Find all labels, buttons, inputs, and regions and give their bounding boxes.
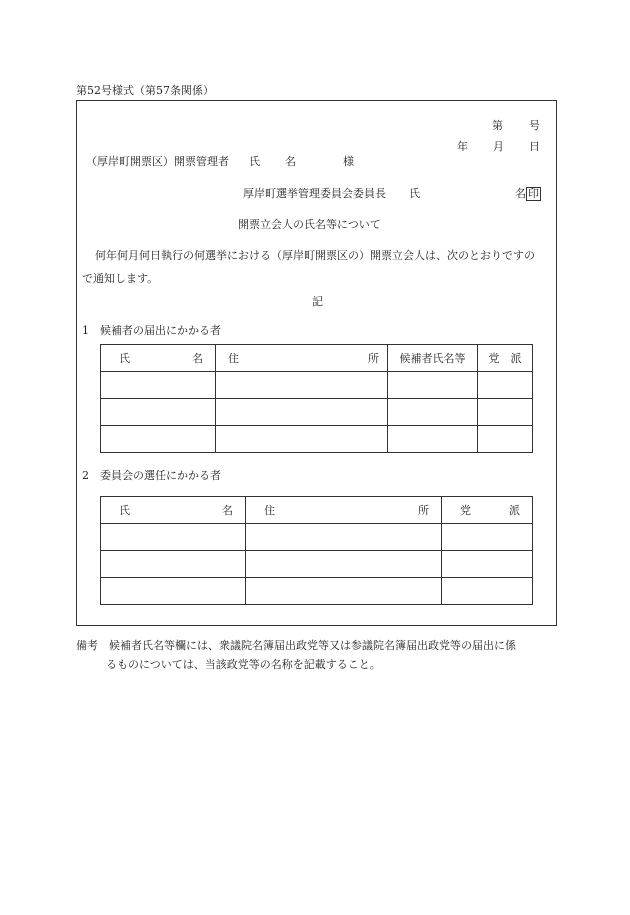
address-cell[interactable] bbox=[246, 551, 442, 578]
header-address-b: 所 bbox=[368, 352, 379, 365]
header-name-b: 名 bbox=[222, 504, 233, 517]
address-cell[interactable] bbox=[216, 399, 388, 426]
addressee-name-mei: 名 bbox=[285, 155, 296, 168]
table-row bbox=[101, 578, 533, 605]
header-candidate: 候補者氏名等 bbox=[388, 345, 478, 372]
candidate-cell[interactable] bbox=[388, 372, 478, 399]
table-row bbox=[101, 524, 533, 551]
date-day: 日 bbox=[529, 140, 540, 153]
sender-title: 厚岸町選挙管理委員会委員長 bbox=[243, 187, 386, 200]
header-address-a: 住 bbox=[228, 352, 239, 365]
addressee-name-shi: 氏 bbox=[249, 155, 260, 168]
sender-name-mei: 名 bbox=[515, 187, 526, 200]
date-year: 年 bbox=[457, 140, 468, 153]
ki-label: 記 bbox=[312, 295, 323, 308]
table-row bbox=[101, 551, 533, 578]
party-cell[interactable] bbox=[442, 524, 533, 551]
address-cell[interactable] bbox=[246, 578, 442, 605]
party-cell[interactable] bbox=[442, 551, 533, 578]
note-line-2: るものについては、当該政党等の名称を記載すること。 bbox=[106, 658, 381, 671]
body-line-2: で通知します。 bbox=[82, 272, 159, 285]
name-cell[interactable] bbox=[101, 524, 246, 551]
section2-table bbox=[100, 496, 533, 605]
name-cell[interactable] bbox=[101, 372, 216, 399]
table-header-row bbox=[101, 497, 533, 524]
name-cell[interactable] bbox=[101, 426, 216, 453]
name-cell[interactable] bbox=[101, 399, 216, 426]
seal-label: 印 bbox=[528, 187, 539, 200]
subject: 開票立会人の氏名等について bbox=[238, 218, 381, 231]
section2-heading: 2 委員会の選任にかかる者 bbox=[82, 469, 221, 482]
party-cell[interactable] bbox=[478, 399, 533, 426]
header-cell-name bbox=[101, 497, 246, 524]
number-dai: 第 bbox=[492, 119, 503, 132]
header-name-a: 氏 bbox=[119, 352, 130, 365]
header-address-b: 所 bbox=[418, 504, 429, 517]
party-cell[interactable] bbox=[442, 578, 533, 605]
body-line-1: 何年何月何日執行の何選挙における（厚岸町開票区の）開票立会人は、次のとおりですの bbox=[95, 249, 535, 262]
address-cell[interactable] bbox=[246, 524, 442, 551]
addressee-sama: 様 bbox=[343, 155, 354, 168]
number-go: 号 bbox=[529, 119, 540, 132]
header-cell-party bbox=[442, 497, 533, 524]
header-party-b: 派 bbox=[509, 504, 520, 517]
header-cell-address bbox=[216, 345, 388, 372]
addressee-title: （厚岸町開票区）開票管理者 bbox=[86, 155, 229, 168]
name-cell[interactable] bbox=[101, 578, 246, 605]
section1-table bbox=[100, 344, 533, 453]
header-cell-address bbox=[246, 497, 442, 524]
note-line-1: 備考 候補者氏名等欄には、衆議院名簿届出政党等又は参議院名簿届出政党等の届出に係 bbox=[76, 639, 516, 652]
candidate-cell[interactable] bbox=[388, 426, 478, 453]
seal-mark bbox=[526, 187, 541, 201]
table-header-row bbox=[101, 345, 533, 372]
header-party-a: 党 bbox=[460, 504, 471, 517]
table-row bbox=[101, 399, 533, 426]
sender-name-shi: 氏 bbox=[409, 187, 420, 200]
table-row bbox=[101, 426, 533, 453]
header-cell-name bbox=[101, 345, 216, 372]
party-cell[interactable] bbox=[478, 372, 533, 399]
name-cell[interactable] bbox=[101, 551, 246, 578]
party-cell[interactable] bbox=[478, 426, 533, 453]
header-name-b: 名 bbox=[192, 352, 203, 365]
address-cell[interactable] bbox=[216, 372, 388, 399]
table-row bbox=[101, 372, 533, 399]
section1-heading: 1 候補者の届出にかかる者 bbox=[82, 324, 221, 337]
header-address-a: 住 bbox=[264, 504, 275, 517]
date-month: 月 bbox=[493, 140, 504, 153]
form-label: 第52号様式（第57条関係） bbox=[76, 84, 214, 97]
header-name-a: 氏 bbox=[119, 504, 130, 517]
header-party: 党 派 bbox=[478, 345, 533, 372]
candidate-cell[interactable] bbox=[388, 399, 478, 426]
address-cell[interactable] bbox=[216, 426, 388, 453]
